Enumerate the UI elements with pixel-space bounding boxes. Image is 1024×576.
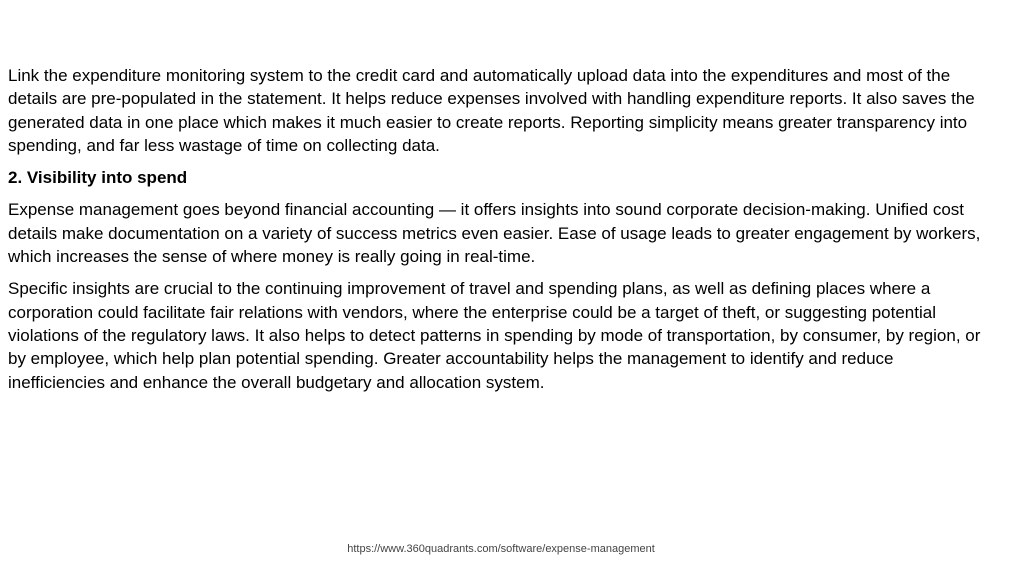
slide-content bbox=[8, 64, 982, 403]
source-url-footer: https://www.360quadrants.com/software/expense-management bbox=[347, 543, 655, 555]
section-heading-visibility: 2. Visibility into spend bbox=[8, 168, 188, 188]
paragraph-expense-management: Expense management goes beyond financial accounting — it offers insights into sound corporate decision-making. Unified cost details make documentation on a variety of success metrics even easier. Ease of usage leads to greater engagement by workers, which increases the sense of where money is really going in real-time. bbox=[8, 200, 981, 267]
paragraph-specific-insights: Specific insights are crucial to the continuing improvement of travel and spending plans, as well as defining places where a corporation could facilitate fair relations with vendors, where the enterprise could be a target of theft, or suggesting potential violations of the regulatory laws. It also helps to detect patterns in spending by mode of transportation, by consumer, by region, or by employee, which help plan potential spending. Greater accountability helps the management to identify and reduce inefficiencies and enhance the overall budgetary and allocation system. bbox=[8, 279, 981, 392]
paragraph-credit-card-integration: Link the expenditure monitoring system to the credit card and automatically upload data into the expenditures and most of the details are pre-populated in the statement. It helps reduce expenses involved with handling expenditure reports. It also saves the generated data in one place which makes it much easier to create reports. Reporting simplicity means greater transparency into spending, and far less wastage of time on collecting data. bbox=[8, 66, 975, 155]
